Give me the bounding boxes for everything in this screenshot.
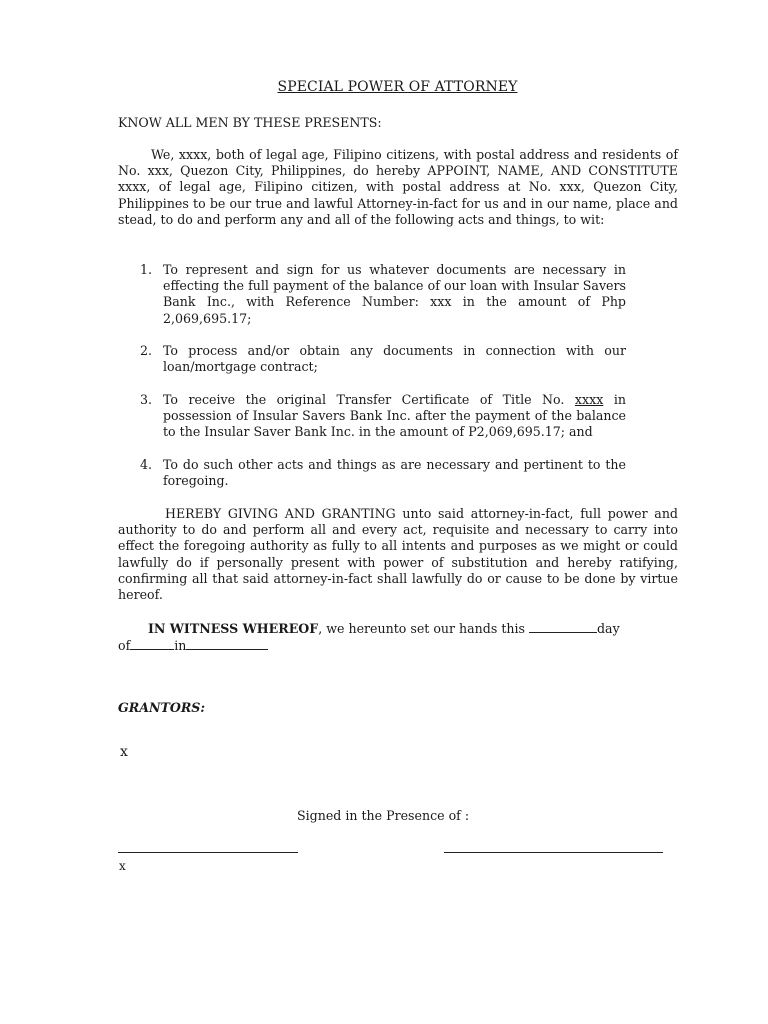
witness-signature-mark: x [119, 859, 126, 873]
list-item-number: 3. [140, 392, 153, 407]
witness-in: in [174, 638, 187, 654]
list-item [140, 343, 626, 375]
list-item-number: 2. [140, 343, 153, 358]
grantors-label: GRANTORS: [118, 700, 206, 715]
place-blank [186, 637, 268, 650]
list-item-text-part: To receive the original Transfer Certificate of Title No. [163, 392, 575, 407]
document-title: SPECIAL POWER OF ATTORNEY [277, 79, 518, 95]
witness-day: day [597, 621, 620, 636]
title-number-underlined: xxxx [574, 392, 604, 407]
month-blank [130, 637, 174, 650]
signed-in-presence-text: Signed in the Presence of : [297, 808, 470, 823]
day-blank [529, 620, 597, 633]
witness-paragraph [118, 620, 678, 654]
granting-paragraph: HEREBY GIVING AND GRANTING unto said attorney-in-fact, full power and authority to do and perform all and every act, requisite and necessary to carry into effect the foregoing authority as fully to all intents and purposes as we might or could lawfully do if personally present with power of substitution and hereby ratifying, confirming all that said attorney-in-fact shall lawfully do or cause to be done by virtue hereof. [118, 506, 678, 603]
appointment-paragraph: We, xxxx, both of legal age, Filipino citizens, with postal address and residents of No. xxx, Quezon City, Philippines, do hereby APPOINT, NAME, AND CONSTITUTE xxxx, of legal age, Filipino citizen, with postal address at No. xxx, Quezon City, Philippines to be our true and lawful Attorney-in-fact for us and in our name, place and stead, to do and perform any and all of the following acts and things, to wit: [118, 147, 678, 227]
list-item [140, 457, 626, 489]
list-item-number: 1. [140, 262, 153, 277]
intro-text: KNOW ALL MEN BY THESE PRESENTS: [118, 115, 382, 130]
list-item-text: To do such other acts and things as are necessary and pertinent to the foregoing. [163, 457, 626, 489]
witness-of: of [118, 638, 131, 654]
witness-signature-line-right [444, 852, 663, 853]
list-item-text [163, 392, 626, 441]
list-item-number: 4. [140, 457, 153, 472]
list-item-text: To represent and sign for us whatever documents are necessary in effecting the full payment of the balance of our loan with Insular Savers Bank Inc., with Reference Number: xxx in the amount of Php 2,069,695.17; [163, 262, 626, 326]
witness-heading: IN WITNESS WHEREOF [148, 621, 319, 636]
list-item [140, 262, 626, 327]
list-item-text-part: in possession of Insular Savers Bank Inc. after the payment of the balance to the Insular Saver Bank Inc. in the amount of P2,069,695.17; and [163, 392, 626, 440]
grantor-signature-mark: x [120, 744, 128, 760]
witness-signature-line-left [118, 852, 298, 853]
witness-text: , we hereunto set our hands this [318, 621, 525, 636]
list-item-text: To process and/or obtain any documents in connection with our loan/mortgage contract; [163, 343, 626, 375]
list-item [140, 392, 626, 441]
